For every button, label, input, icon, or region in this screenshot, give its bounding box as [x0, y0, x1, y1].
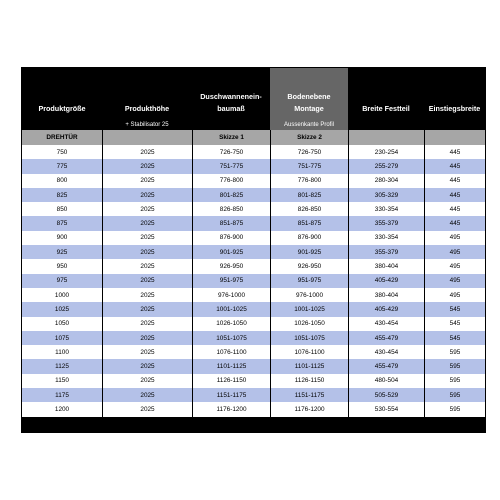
cell-bodenebene: 1151-1175 [270, 388, 348, 402]
cell-duschwanne: 726-750 [192, 145, 270, 159]
table-row [22, 188, 485, 202]
cell-duschwanne: 1026-1050 [192, 317, 270, 331]
cell-hoehe: 2025 [102, 231, 192, 245]
cell-duschwanne: 751-775 [192, 159, 270, 173]
cell-hoehe: 2025 [102, 345, 192, 359]
table-row [22, 174, 485, 188]
table-row [22, 302, 485, 316]
cell-festteil: 380-404 [348, 259, 424, 273]
cell-einstieg: 595 [424, 345, 485, 359]
table-row [22, 231, 485, 245]
table-row [22, 216, 485, 230]
cell-einstieg: 545 [424, 317, 485, 331]
cell-duschwanne: 1001-1025 [192, 302, 270, 316]
label-empty-2 [102, 130, 192, 145]
cell-hoehe: 2025 [102, 216, 192, 230]
cell-groesse: 1125 [22, 359, 102, 373]
cell-einstieg: 495 [424, 231, 485, 245]
table-row [22, 288, 485, 302]
cell-hoehe: 2025 [102, 288, 192, 302]
header-produkthoehe: Produkthöhe [102, 68, 192, 119]
cell-bodenebene: 876-900 [270, 231, 348, 245]
cell-festteil: 505-529 [348, 388, 424, 402]
subheader-empty-1 [22, 119, 102, 130]
cell-hoehe: 2025 [102, 245, 192, 259]
cell-bodenebene: 1076-1100 [270, 345, 348, 359]
cell-einstieg: 595 [424, 359, 485, 373]
cell-festteil: 405-429 [348, 302, 424, 316]
cell-hoehe: 2025 [102, 302, 192, 316]
cell-hoehe: 2025 [102, 188, 192, 202]
subheader-empty-3 [192, 119, 270, 130]
table-row [22, 359, 485, 373]
size-table-frame [21, 67, 486, 433]
cell-groesse: 1200 [22, 402, 102, 416]
cell-duschwanne: 776-800 [192, 174, 270, 188]
cell-duschwanne: 826-850 [192, 202, 270, 216]
table-row [22, 245, 485, 259]
cell-festteil: 380-404 [348, 288, 424, 302]
cell-hoehe: 2025 [102, 145, 192, 159]
cell-groesse: 975 [22, 274, 102, 288]
cell-groesse: 1000 [22, 288, 102, 302]
cell-bodenebene: 726-750 [270, 145, 348, 159]
cell-festteil: 330-354 [348, 202, 424, 216]
cell-einstieg: 595 [424, 374, 485, 388]
cell-festteil: 305-329 [348, 188, 424, 202]
cell-bodenebene: 1026-1050 [270, 317, 348, 331]
cell-festteil: 255-279 [348, 159, 424, 173]
cell-bodenebene: 851-875 [270, 216, 348, 230]
cell-groesse: 900 [22, 231, 102, 245]
label-row [22, 130, 485, 145]
cell-groesse: 1150 [22, 374, 102, 388]
header-duschwanne-line1: Duschwannenein- [200, 92, 262, 101]
cell-bodenebene: 826-850 [270, 202, 348, 216]
cell-festteil: 530-554 [348, 402, 424, 416]
table-row [22, 331, 485, 345]
cell-einstieg: 445 [424, 145, 485, 159]
table-row [22, 259, 485, 273]
cell-hoehe: 2025 [102, 402, 192, 416]
cell-groesse: 950 [22, 259, 102, 273]
header-duschwanne-line2: baumaß [217, 104, 245, 113]
cell-hoehe: 2025 [102, 374, 192, 388]
cell-einstieg: 595 [424, 402, 485, 416]
header-bodenebene-line1: Bodenebene [287, 92, 331, 101]
cell-einstieg: 495 [424, 245, 485, 259]
cell-groesse: 1100 [22, 345, 102, 359]
cell-groesse: 1075 [22, 331, 102, 345]
cell-duschwanne: 926-950 [192, 259, 270, 273]
cell-hoehe: 2025 [102, 174, 192, 188]
cell-duschwanne: 1151-1175 [192, 388, 270, 402]
subheader-empty-6 [424, 119, 485, 130]
cell-groesse: 875 [22, 216, 102, 230]
table-row [22, 159, 485, 173]
cell-duschwanne: 1076-1100 [192, 345, 270, 359]
cell-groesse: 775 [22, 159, 102, 173]
cell-hoehe: 2025 [102, 159, 192, 173]
header-bodenebene-line2: Montage [294, 104, 324, 113]
cell-bodenebene: 776-800 [270, 174, 348, 188]
cell-einstieg: 495 [424, 288, 485, 302]
cell-groesse: 1050 [22, 317, 102, 331]
cell-festteil: 280-304 [348, 174, 424, 188]
cell-hoehe: 2025 [102, 202, 192, 216]
table-row [22, 345, 485, 359]
header-produktgroesse: Produktgröße [22, 68, 102, 119]
header-bodenebene [270, 68, 348, 119]
cell-duschwanne: 1051-1075 [192, 331, 270, 345]
label-empty-6 [424, 130, 485, 145]
cell-duschwanne: 901-925 [192, 245, 270, 259]
cell-groesse: 800 [22, 174, 102, 188]
cell-bodenebene: 976-1000 [270, 288, 348, 302]
cell-hoehe: 2025 [102, 359, 192, 373]
cell-hoehe: 2025 [102, 388, 192, 402]
cell-festteil: 355-379 [348, 245, 424, 259]
cell-festteil: 430-454 [348, 317, 424, 331]
size-table [22, 68, 485, 417]
header-row [22, 68, 485, 119]
cell-bodenebene: 951-975 [270, 274, 348, 288]
cell-duschwanne: 876-900 [192, 231, 270, 245]
cell-bodenebene: 901-925 [270, 245, 348, 259]
cell-einstieg: 595 [424, 388, 485, 402]
label-empty-5 [348, 130, 424, 145]
cell-hoehe: 2025 [102, 317, 192, 331]
cell-festteil: 405-429 [348, 274, 424, 288]
cell-hoehe: 2025 [102, 259, 192, 273]
cell-duschwanne: 801-825 [192, 188, 270, 202]
cell-bodenebene: 1176-1200 [270, 402, 348, 416]
cell-bodenebene: 926-950 [270, 259, 348, 273]
cell-festteil: 230-254 [348, 145, 424, 159]
cell-groesse: 925 [22, 245, 102, 259]
cell-groesse: 1175 [22, 388, 102, 402]
header-einstiegsbreite: Einstiegsbreite [424, 68, 485, 119]
cell-einstieg: 545 [424, 331, 485, 345]
cell-duschwanne: 851-875 [192, 216, 270, 230]
cell-groesse: 1025 [22, 302, 102, 316]
cell-duschwanne: 1126-1150 [192, 374, 270, 388]
cell-festteil: 430-454 [348, 345, 424, 359]
cell-einstieg: 445 [424, 159, 485, 173]
table-row [22, 402, 485, 416]
label-skizze2: Skizze 2 [270, 130, 348, 145]
cell-einstieg: 545 [424, 302, 485, 316]
header-duschwanne [192, 68, 270, 119]
label-skizze1: Skizze 1 [192, 130, 270, 145]
cell-einstieg: 495 [424, 259, 485, 273]
subheader-row [22, 119, 485, 130]
subheader-stabilisator: + Stabilisator 25 [102, 119, 192, 130]
cell-bodenebene: 1126-1150 [270, 374, 348, 388]
cell-einstieg: 445 [424, 188, 485, 202]
subheader-empty-5 [348, 119, 424, 130]
table-body [22, 145, 485, 417]
cell-bodenebene: 751-775 [270, 159, 348, 173]
cell-groesse: 825 [22, 188, 102, 202]
cell-bodenebene: 1101-1125 [270, 359, 348, 373]
cell-groesse: 750 [22, 145, 102, 159]
cell-bodenebene: 801-825 [270, 188, 348, 202]
cell-einstieg: 445 [424, 202, 485, 216]
cell-festteil: 355-379 [348, 216, 424, 230]
cell-festteil: 480-504 [348, 374, 424, 388]
cell-hoehe: 2025 [102, 331, 192, 345]
cell-einstieg: 445 [424, 216, 485, 230]
table-row [22, 274, 485, 288]
table-row [22, 374, 485, 388]
cell-bodenebene: 1051-1075 [270, 331, 348, 345]
cell-einstieg: 445 [424, 174, 485, 188]
cell-festteil: 330-354 [348, 231, 424, 245]
cell-festteil: 455-479 [348, 359, 424, 373]
table-row [22, 145, 485, 159]
label-drehtuer: DREHTÜR [22, 130, 102, 145]
table-row [22, 202, 485, 216]
cell-groesse: 850 [22, 202, 102, 216]
cell-hoehe: 2025 [102, 274, 192, 288]
cell-duschwanne: 1101-1125 [192, 359, 270, 373]
cell-duschwanne: 976-1000 [192, 288, 270, 302]
table-row [22, 317, 485, 331]
cell-duschwanne: 1176-1200 [192, 402, 270, 416]
cell-duschwanne: 951-975 [192, 274, 270, 288]
cell-bodenebene: 1001-1025 [270, 302, 348, 316]
table-row [22, 388, 485, 402]
cell-einstieg: 495 [424, 274, 485, 288]
cell-festteil: 455-479 [348, 331, 424, 345]
header-breite-festteil: Breite Festteil [348, 68, 424, 119]
subheader-aussenkante: Aussenkante Profil [270, 119, 348, 130]
